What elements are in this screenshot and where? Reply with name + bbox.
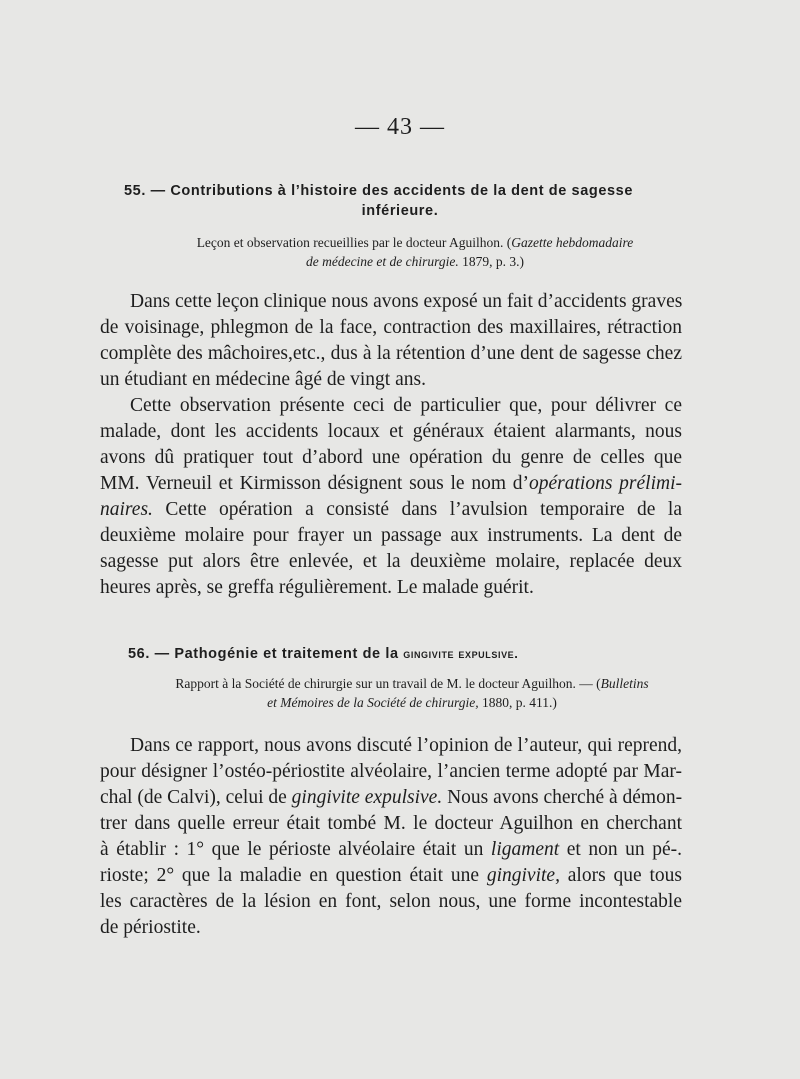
reference-journal: Bulletins	[600, 676, 649, 691]
italic-run: gingivite,	[486, 865, 560, 886]
text-run: rioste; 2° que la maladie en question était une	[100, 865, 487, 886]
text-line	[100, 837, 682, 863]
section-title-smallcaps: gingivite expulsive.	[403, 646, 519, 661]
section-55-heading	[124, 181, 684, 201]
section-number: 55.	[124, 183, 146, 199]
italic-run: naires.	[100, 499, 153, 520]
reference-text: Leçon et observation recueillies par le docteur Aguilhon. (	[196, 235, 512, 250]
reference-year: 1879, p. 3.)	[458, 254, 525, 269]
section-55-body	[100, 289, 682, 601]
section-56-body	[100, 733, 682, 941]
text-line: un étudiant en médecine âgé de vingt ans.	[100, 369, 426, 390]
text-line	[100, 497, 682, 523]
text-run: Nous avons cherché à démon-	[442, 787, 683, 808]
text-line	[100, 471, 682, 497]
page-number: — 43 —	[355, 114, 445, 140]
text-run: chal (de Calvi), celui de	[100, 787, 292, 808]
section-55-reference	[120, 233, 710, 271]
text-line: complète des mâchoires,etc., dus à la rétention d’une dent de sagesse chez	[100, 343, 682, 364]
text-line: Dans ce rapport, nous avons discuté l’opinion de l’auteur, qui reprend,	[130, 735, 682, 756]
text-run: alors que tous	[559, 865, 682, 886]
section-56-reference	[112, 674, 712, 712]
text-line: de voisinage, phlegmon de la face, contraction des maxillaires, rétraction	[100, 317, 682, 338]
section-title: — Pathogénie et traitement de la	[154, 646, 404, 662]
text-run: à établir : 1° que le périoste alvéolaire était un	[100, 839, 491, 860]
section-56-heading	[128, 644, 688, 664]
text-line: trer dans quelle erreur était tombé M. le docteur Aguilhon en cherchant	[100, 813, 682, 834]
text-line: avons dû pratiquer tout d’abord une opération du genre de celles que	[100, 447, 682, 468]
text-line: Cette observation présente ceci de particulier que, pour délivrer ce	[130, 395, 682, 416]
text-line: pour désigner l’ostéo-périostite alvéolaire, l’ancien terme adopté par Mar-	[100, 761, 682, 782]
text-line: heures après, se greffa régulièrement. Le malade guérit.	[100, 577, 534, 598]
text-line: de périostite.	[100, 917, 201, 938]
reference-journal-cont: de médecine et de chirurgie.	[305, 254, 459, 269]
reference-text: Rapport à la Société de chirurgie sur un travail de M. le docteur Aguilhon. — (	[175, 676, 601, 691]
text-run: Cette opération a consisté dans l’avulsion temporaire de la	[152, 499, 682, 520]
text-line: deuxième molaire pour frayer un passage aux instruments. La dent de	[100, 525, 682, 546]
text-line: les caractères de la lésion en font, selon nous, une forme incontestable	[100, 891, 682, 912]
text-line	[100, 863, 682, 889]
text-line: Dans cette leçon clinique nous avons exposé un fait d’accidents graves	[130, 291, 683, 312]
section-number: 56.	[128, 646, 150, 662]
italic-run: opérations prélimi-	[529, 473, 682, 494]
italic-run: gingivite expulsive.	[291, 787, 443, 808]
text-run: MM. Verneuil et Kirmisson désignent sous le nom d’	[100, 473, 529, 494]
section-title-cont: inférieure.	[361, 203, 439, 219]
text-line: malade, dont les accidents locaux et généraux étaient alarmants, nous	[100, 421, 682, 442]
reference-journal-cont: et Mémoires de la Société de chirurgie,	[267, 695, 479, 710]
section-55-heading-cont	[0, 201, 800, 221]
text-line: sagesse put alors être enlevée, et la deuxième molaire, replacée deux	[100, 551, 682, 572]
reference-year: 1880, p. 411.)	[478, 695, 557, 710]
section-title: — Contributions à l’histoire des accidents de la dent de sagesse	[150, 183, 633, 199]
italic-run: ligament	[490, 839, 560, 860]
text-run: et non un pé-.	[559, 839, 682, 860]
text-line	[100, 785, 682, 811]
reference-journal: Gazette hebdomadaire	[511, 235, 634, 250]
